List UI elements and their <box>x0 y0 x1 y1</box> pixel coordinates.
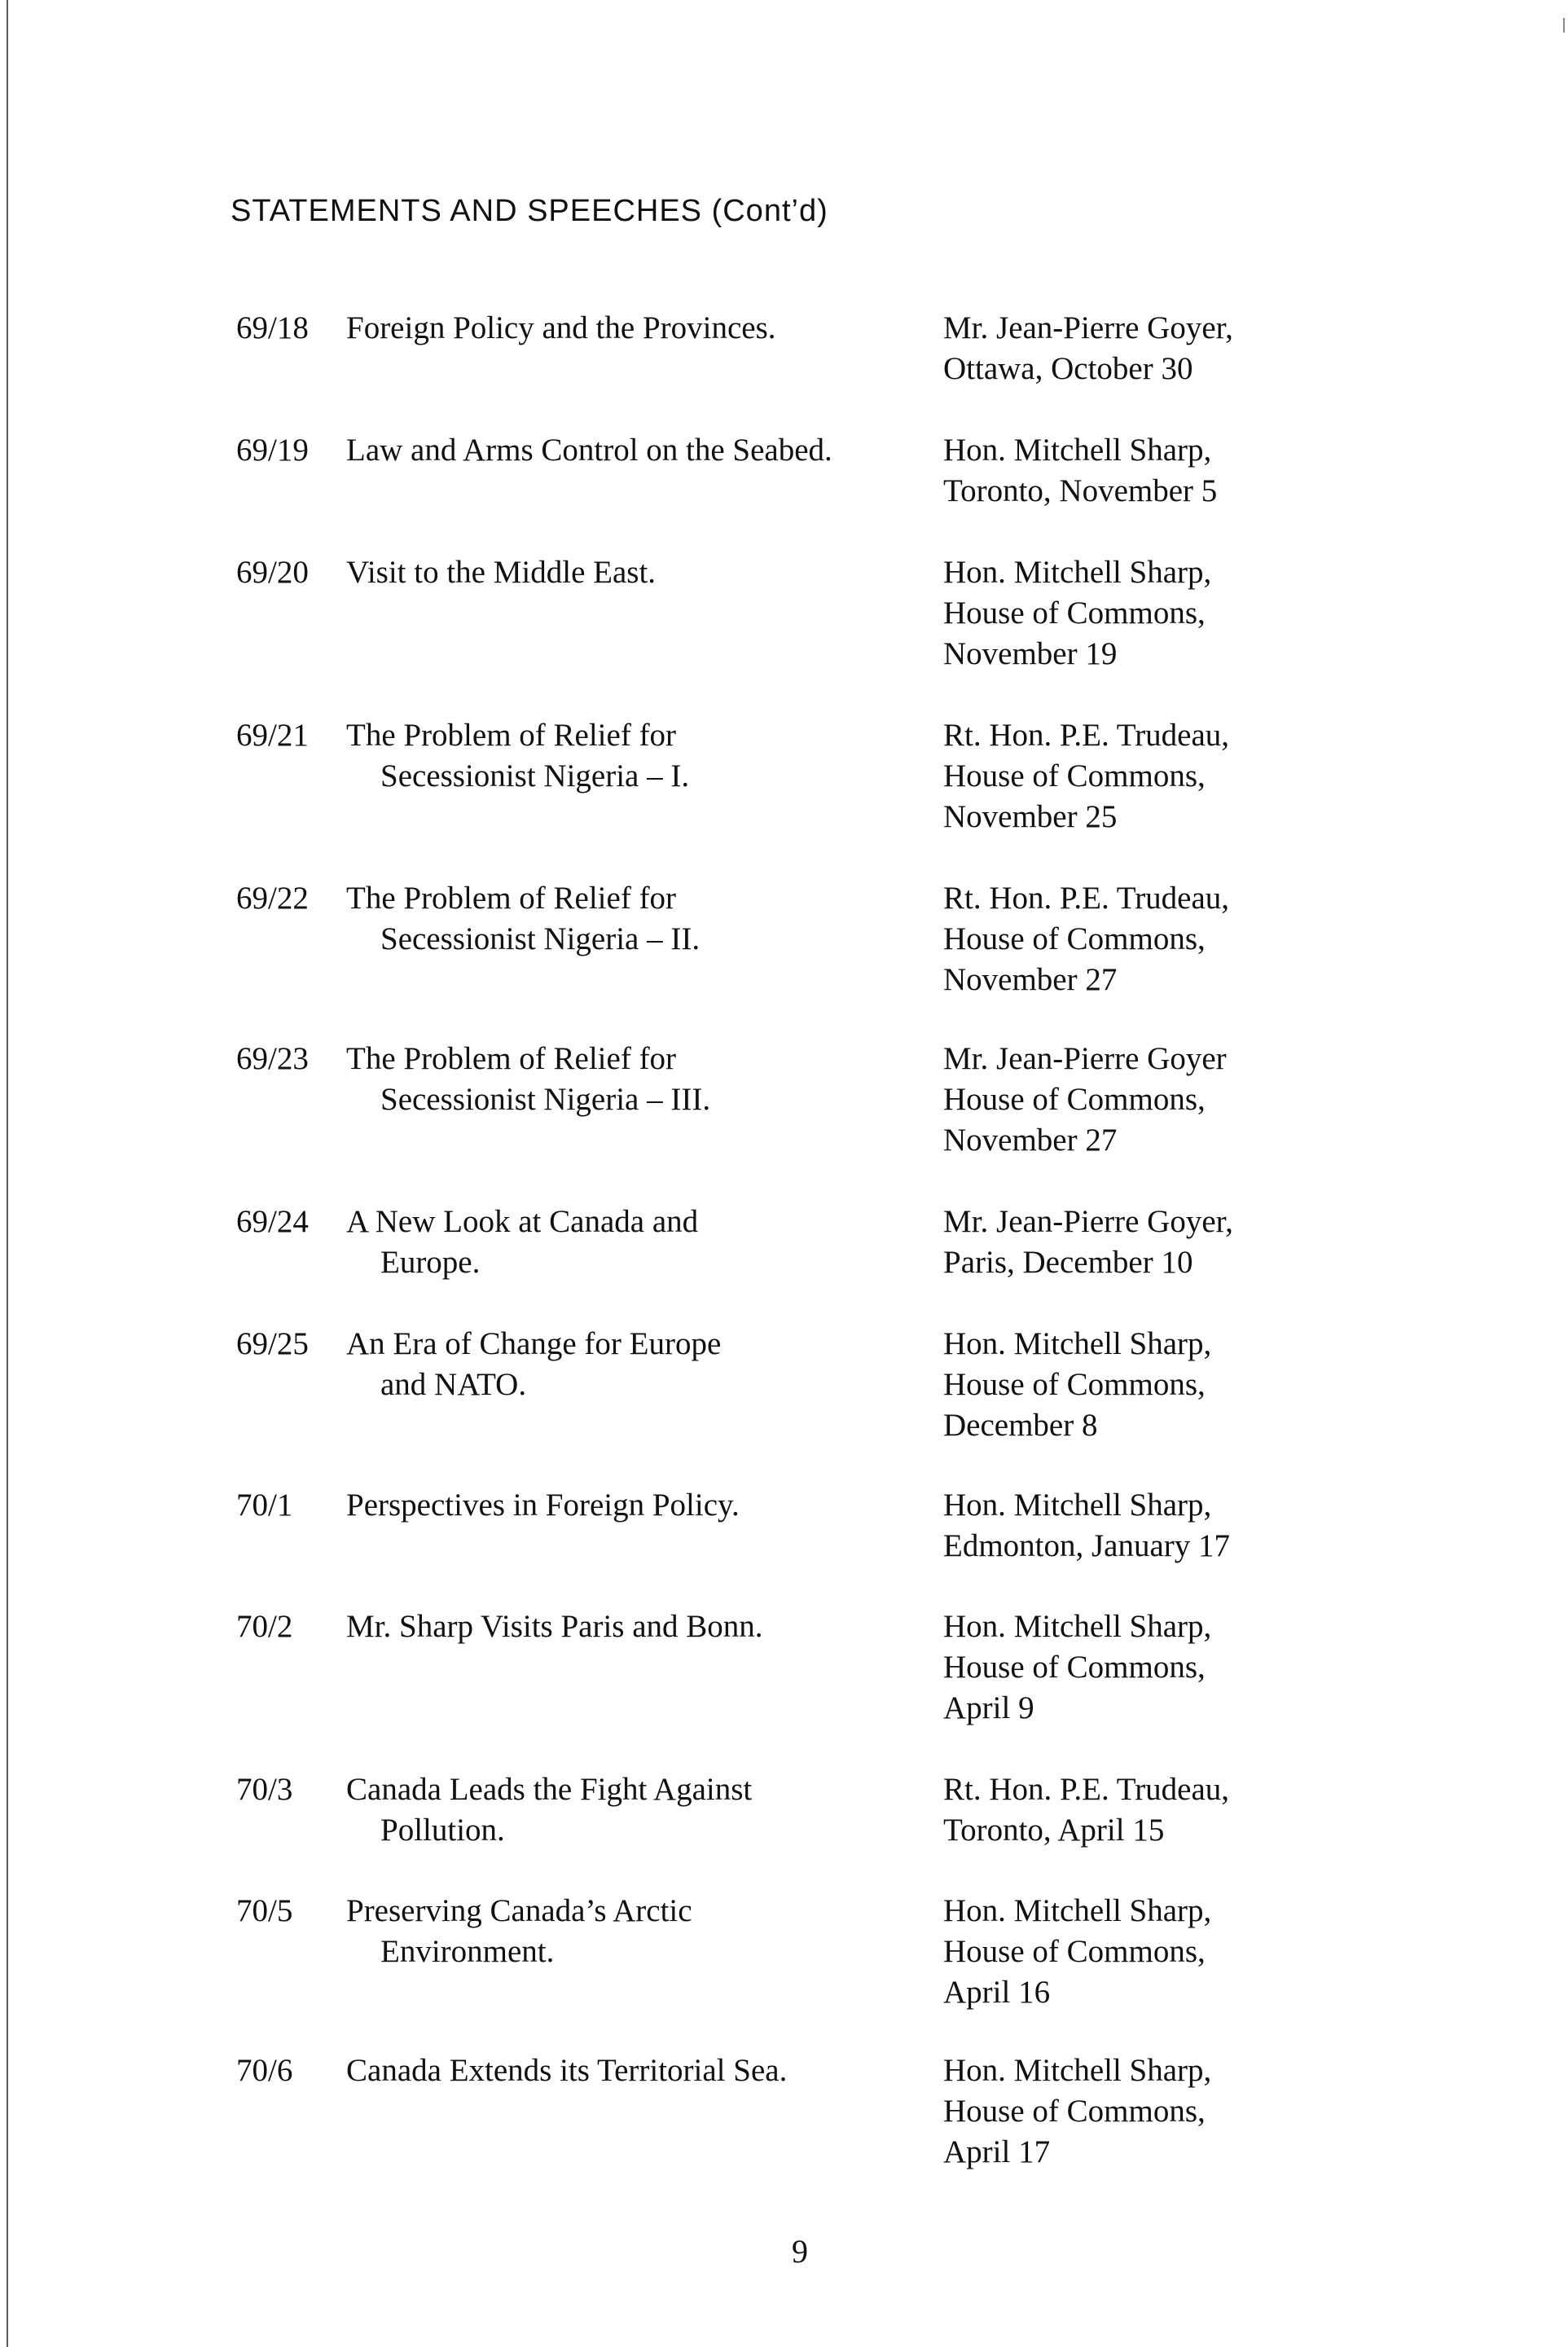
statement-speaker-line: Ottawa, October 30 <box>943 351 1193 386</box>
statement-number: 69/19 <box>236 433 309 468</box>
section-heading: STATEMENTS AND SPEECHES (Cont’d) <box>231 194 828 228</box>
statement-title-line: Pollution. <box>380 1813 505 1848</box>
statement-title <box>346 715 916 797</box>
statement-title-line: Europe. <box>380 1245 481 1280</box>
statement-speaker-line: Hon. Mitchell Sharp, <box>943 2053 1212 2088</box>
statement-number: 70/3 <box>236 1772 293 1807</box>
statement-title <box>346 1202 916 1283</box>
statement-speaker <box>943 1891 1399 2013</box>
statement-speaker <box>943 715 1399 837</box>
statement-title <box>346 878 916 960</box>
statement-title-line: Perspectives in Foreign Policy. <box>346 1488 740 1523</box>
statement-number: 69/21 <box>236 718 309 753</box>
statement-speaker-line: November 27 <box>943 1123 1118 1158</box>
statement-number: 69/24 <box>236 1204 309 1239</box>
statement-title <box>346 552 916 593</box>
statement-speaker <box>943 878 1399 1000</box>
statement-speaker-line: House of Commons, <box>943 921 1206 956</box>
statement-title <box>346 1039 916 1120</box>
statement-speaker-line: Toronto, April 15 <box>943 1813 1165 1848</box>
statement-title-line: Visit to the Middle East. <box>346 555 657 590</box>
statement-title <box>346 1324 916 1405</box>
statement-speaker-line: House of Commons, <box>943 1934 1206 1969</box>
statement-speaker-line: April 16 <box>943 1975 1051 2010</box>
statement-speaker-line: April 17 <box>943 2134 1051 2169</box>
statement-speaker-line: House of Commons, <box>943 1367 1206 1402</box>
statement-title-line: The Problem of Relief for <box>346 881 677 916</box>
statement-speaker-line: November 25 <box>943 799 1118 834</box>
statement-number: 69/25 <box>236 1326 309 1361</box>
statement-speaker <box>943 1202 1399 1283</box>
statement-title-line: The Problem of Relief for <box>346 1041 677 1076</box>
statement-speaker <box>943 1606 1399 1729</box>
statement-title-line: Law and Arms Control on the Seabed. <box>346 433 832 468</box>
statement-title <box>346 1891 916 1972</box>
statement-title-line: A New Look at Canada and <box>346 1204 699 1239</box>
statement-speaker-line: Hon. Mitchell Sharp, <box>943 433 1212 468</box>
statement-speaker-line: Hon. Mitchell Sharp, <box>943 1488 1212 1523</box>
statement-speaker-line: Mr. Jean-Pierre Goyer, <box>943 310 1233 345</box>
statement-speaker-line: December 8 <box>943 1408 1098 1443</box>
statement-speaker <box>943 1769 1399 1851</box>
statement-speaker-line: Rt. Hon. P.E. Trudeau, <box>943 1772 1230 1807</box>
statement-speaker-line: House of Commons, <box>943 758 1206 793</box>
page-number: 9 <box>792 2233 808 2270</box>
statement-speaker-line: Hon. Mitchell Sharp, <box>943 1893 1212 1928</box>
statement-number: 69/20 <box>236 555 309 590</box>
statement-title <box>346 1769 916 1851</box>
statement-speaker <box>943 1485 1399 1567</box>
statement-title <box>346 430 916 471</box>
statement-speaker <box>943 308 1399 389</box>
statement-title-line: Canada Leads the Fight Against <box>346 1772 753 1807</box>
statement-title-line: Secessionist Nigeria – III. <box>380 1082 711 1117</box>
statement-speaker <box>943 552 1399 675</box>
statement-speaker-line: House of Commons, <box>943 1082 1206 1117</box>
statement-number: 70/1 <box>236 1488 293 1523</box>
statement-title-line: Secessionist Nigeria – I. <box>380 758 690 793</box>
statement-title-line: Preserving Canada’s Arctic <box>346 1893 692 1928</box>
statement-speaker <box>943 1324 1399 1446</box>
statement-speaker-line: April 9 <box>943 1690 1034 1725</box>
statement-number: 70/6 <box>236 2053 293 2088</box>
statement-speaker <box>943 2050 1399 2173</box>
statement-title-line: An Era of Change for Europe <box>346 1326 722 1361</box>
statement-title-line: Environment. <box>380 1934 555 1969</box>
statement-number: 70/2 <box>236 1609 293 1644</box>
statement-number: 69/22 <box>236 881 309 916</box>
statement-title-line: and NATO. <box>380 1367 527 1402</box>
statement-speaker-line: Rt. Hon. P.E. Trudeau, <box>943 718 1230 753</box>
statement-title-line: Secessionist Nigeria – II. <box>380 921 701 956</box>
statement-speaker-line: November 27 <box>943 962 1118 997</box>
statement-title-line: The Problem of Relief for <box>346 718 677 753</box>
statement-speaker-line: Mr. Jean-Pierre Goyer, <box>943 1204 1233 1239</box>
statement-title-line: Canada Extends its Territorial Sea. <box>346 2053 788 2088</box>
statement-speaker-line: Mr. Jean-Pierre Goyer <box>943 1041 1227 1076</box>
statement-speaker-line: Toronto, November 5 <box>943 473 1218 508</box>
statement-speaker-line: Hon. Mitchell Sharp, <box>943 555 1212 590</box>
statement-speaker-line: House of Commons, <box>943 1650 1206 1685</box>
statement-speaker-line: November 19 <box>943 636 1118 671</box>
statement-title <box>346 308 916 349</box>
statement-number: 70/5 <box>236 1893 293 1928</box>
statement-title <box>346 1606 916 1647</box>
statement-speaker <box>943 430 1399 512</box>
statement-speaker-line: House of Commons, <box>943 2094 1206 2129</box>
statement-speaker <box>943 1039 1399 1161</box>
statement-title-line: Mr. Sharp Visits Paris and Bonn. <box>346 1609 763 1644</box>
statement-title <box>346 1485 916 1526</box>
statement-speaker-line: Paris, December 10 <box>943 1245 1193 1280</box>
statement-number: 69/18 <box>236 310 309 345</box>
statement-title <box>346 2050 916 2091</box>
statement-speaker-line: Rt. Hon. P.E. Trudeau, <box>943 881 1230 916</box>
statement-number: 69/23 <box>236 1041 309 1076</box>
statement-title-line: Foreign Policy and the Provinces. <box>346 310 776 345</box>
statement-speaker-line: Hon. Mitchell Sharp, <box>943 1609 1212 1644</box>
statement-speaker-line: House of Commons, <box>943 596 1206 631</box>
statement-speaker-line: Edmonton, January 17 <box>943 1528 1231 1563</box>
statement-speaker-line: Hon. Mitchell Sharp, <box>943 1326 1212 1361</box>
